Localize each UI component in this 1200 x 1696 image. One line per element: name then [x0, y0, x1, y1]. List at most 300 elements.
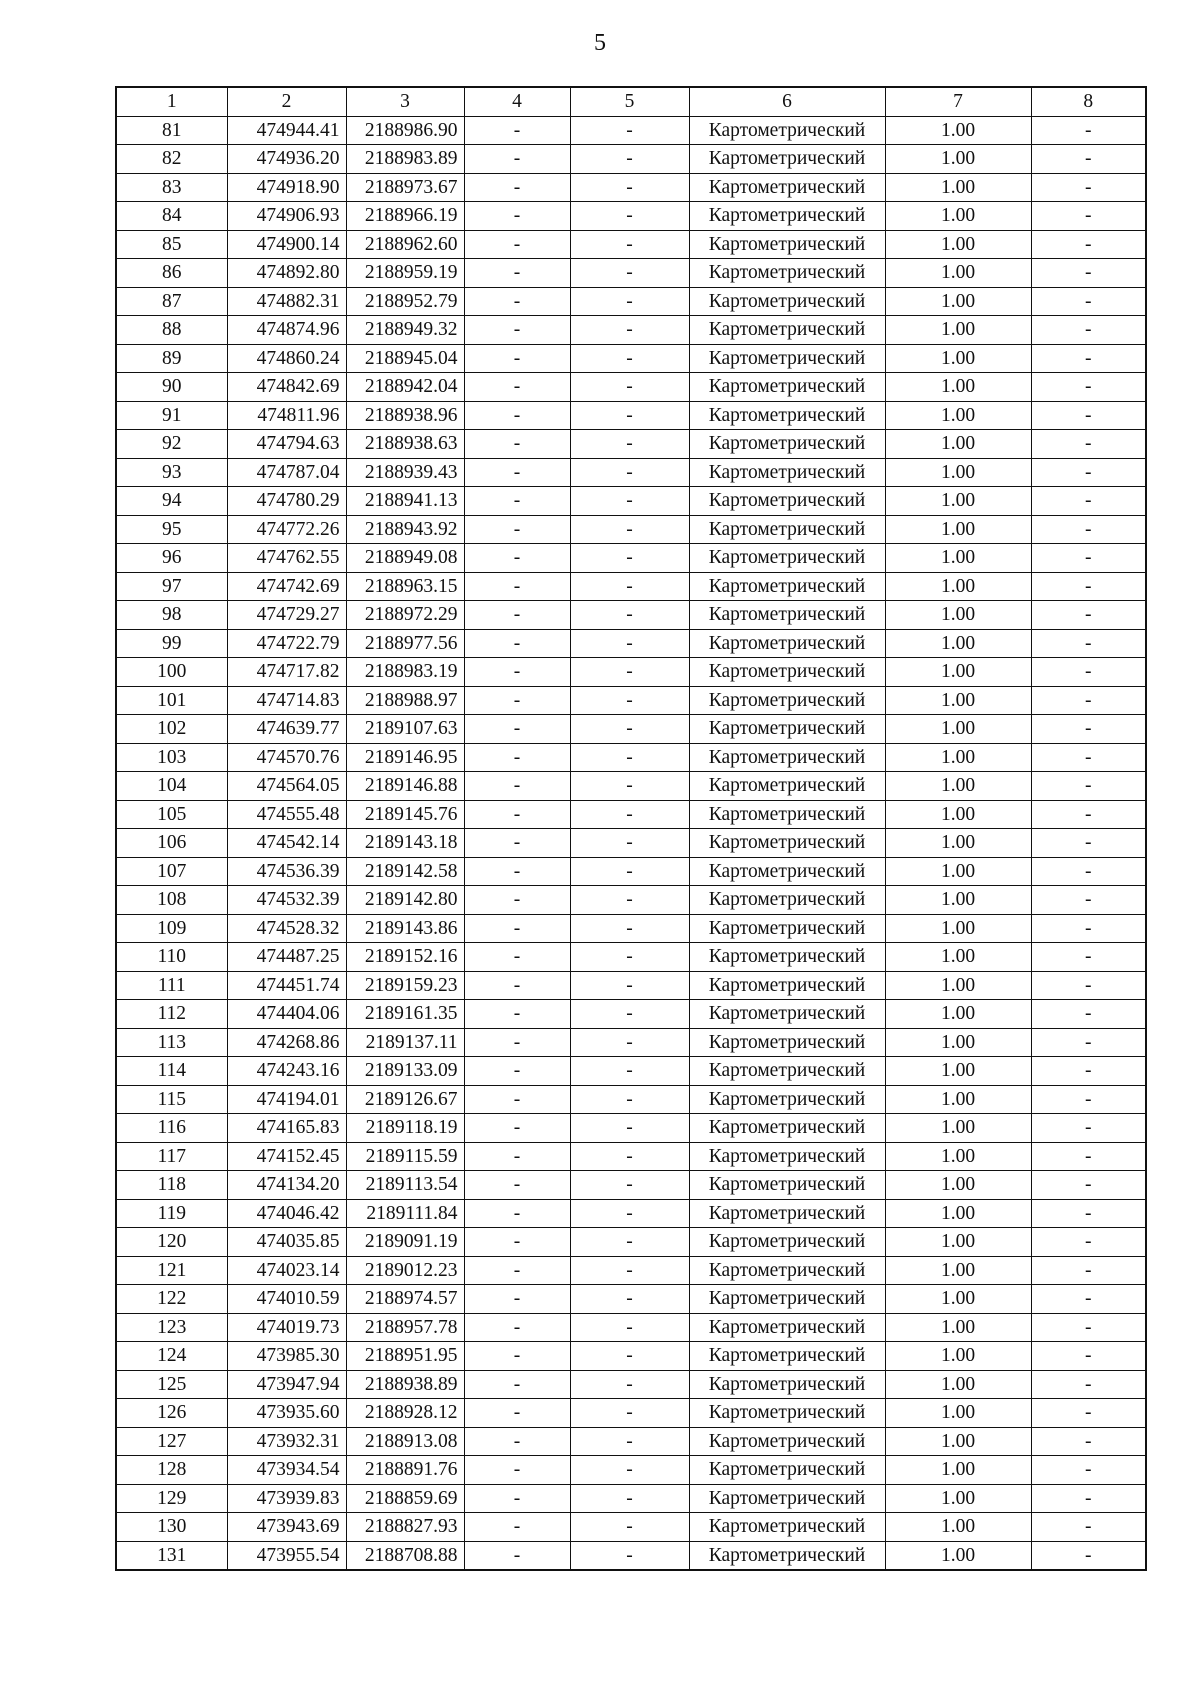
column-8-cell: -: [1031, 202, 1146, 231]
point-number-cell: 104: [116, 772, 227, 801]
method-cell: Картометрический: [689, 515, 885, 544]
column-4-cell: -: [464, 287, 570, 316]
x-coordinate-cell: 474165.83: [227, 1114, 346, 1143]
method-cell: Картометрический: [689, 914, 885, 943]
method-cell: Картометрический: [689, 173, 885, 202]
column-5-cell: -: [570, 1427, 689, 1456]
accuracy-cell: 1.00: [885, 601, 1031, 630]
accuracy-cell: 1.00: [885, 202, 1031, 231]
column-5-cell: -: [570, 1313, 689, 1342]
method-cell: Картометрический: [689, 1541, 885, 1570]
y-coordinate-cell: 2189161.35: [346, 1000, 464, 1029]
accuracy-cell: 1.00: [885, 857, 1031, 886]
accuracy-cell: 1.00: [885, 743, 1031, 772]
table-row: [116, 145, 1146, 174]
column-4-cell: -: [464, 971, 570, 1000]
x-coordinate-cell: 474487.25: [227, 943, 346, 972]
x-coordinate-cell: 474892.80: [227, 259, 346, 288]
column-header: 8: [1031, 87, 1146, 116]
column-5-cell: -: [570, 287, 689, 316]
x-coordinate-cell: 474860.24: [227, 344, 346, 373]
column-5-cell: -: [570, 943, 689, 972]
column-5-cell: -: [570, 1456, 689, 1485]
column-header: 2: [227, 87, 346, 116]
column-5-cell: -: [570, 1399, 689, 1428]
column-8-cell: -: [1031, 1256, 1146, 1285]
accuracy-cell: 1.00: [885, 1114, 1031, 1143]
y-coordinate-cell: 2189111.84: [346, 1199, 464, 1228]
accuracy-cell: 1.00: [885, 1000, 1031, 1029]
y-coordinate-cell: 2188988.97: [346, 686, 464, 715]
method-cell: Картометрический: [689, 116, 885, 145]
x-coordinate-cell: 474729.27: [227, 601, 346, 630]
column-5-cell: -: [570, 1114, 689, 1143]
y-coordinate-cell: 2188941.13: [346, 487, 464, 516]
point-number-cell: 86: [116, 259, 227, 288]
x-coordinate-cell: 474772.26: [227, 515, 346, 544]
accuracy-cell: 1.00: [885, 116, 1031, 145]
column-5-cell: -: [570, 1285, 689, 1314]
x-coordinate-cell: 474936.20: [227, 145, 346, 174]
y-coordinate-cell: 2188949.32: [346, 316, 464, 345]
method-cell: Картометрический: [689, 1028, 885, 1057]
point-number-cell: 89: [116, 344, 227, 373]
column-8-cell: -: [1031, 145, 1146, 174]
method-cell: Картометрический: [689, 1370, 885, 1399]
y-coordinate-cell: 2188945.04: [346, 344, 464, 373]
method-cell: Картометрический: [689, 401, 885, 430]
column-5-cell: -: [570, 116, 689, 145]
table-row: [116, 1456, 1146, 1485]
column-5-cell: -: [570, 515, 689, 544]
point-number-cell: 112: [116, 1000, 227, 1029]
column-5-cell: -: [570, 772, 689, 801]
y-coordinate-cell: 2189118.19: [346, 1114, 464, 1143]
column-5-cell: -: [570, 544, 689, 573]
column-4-cell: -: [464, 544, 570, 573]
point-number-cell: 124: [116, 1342, 227, 1371]
table-row: [116, 857, 1146, 886]
y-coordinate-cell: 2188951.95: [346, 1342, 464, 1371]
accuracy-cell: 1.00: [885, 686, 1031, 715]
x-coordinate-cell: 474046.42: [227, 1199, 346, 1228]
x-coordinate-cell: 474528.32: [227, 914, 346, 943]
column-5-cell: -: [570, 572, 689, 601]
table-row: [116, 914, 1146, 943]
column-8-cell: -: [1031, 886, 1146, 915]
table-row: [116, 971, 1146, 1000]
point-number-cell: 90: [116, 373, 227, 402]
table-row: [116, 1199, 1146, 1228]
x-coordinate-cell: 473939.83: [227, 1484, 346, 1513]
column-4-cell: -: [464, 1342, 570, 1371]
column-4-cell: -: [464, 1085, 570, 1114]
x-coordinate-cell: 474717.82: [227, 658, 346, 687]
point-number-cell: 98: [116, 601, 227, 630]
column-5-cell: -: [570, 829, 689, 858]
point-number-cell: 122: [116, 1285, 227, 1314]
column-8-cell: -: [1031, 1199, 1146, 1228]
y-coordinate-cell: 2188962.60: [346, 230, 464, 259]
table-row: [116, 287, 1146, 316]
x-coordinate-cell: 474714.83: [227, 686, 346, 715]
column-header: 6: [689, 87, 885, 116]
y-coordinate-cell: 2188986.90: [346, 116, 464, 145]
point-number-cell: 94: [116, 487, 227, 516]
x-coordinate-cell: 474555.48: [227, 800, 346, 829]
accuracy-cell: 1.00: [885, 1142, 1031, 1171]
table-row: [116, 886, 1146, 915]
column-4-cell: -: [464, 943, 570, 972]
column-4-cell: -: [464, 800, 570, 829]
x-coordinate-cell: 474268.86: [227, 1028, 346, 1057]
point-number-cell: 101: [116, 686, 227, 715]
column-8-cell: -: [1031, 629, 1146, 658]
accuracy-cell: 1.00: [885, 914, 1031, 943]
x-coordinate-cell: 474918.90: [227, 173, 346, 202]
y-coordinate-cell: 2188963.15: [346, 572, 464, 601]
accuracy-cell: 1.00: [885, 658, 1031, 687]
x-coordinate-cell: 474404.06: [227, 1000, 346, 1029]
table-row: [116, 515, 1146, 544]
column-5-cell: -: [570, 1142, 689, 1171]
point-number-cell: 99: [116, 629, 227, 658]
column-4-cell: -: [464, 658, 570, 687]
method-cell: Картометрический: [689, 230, 885, 259]
column-4-cell: -: [464, 1285, 570, 1314]
column-5-cell: -: [570, 1057, 689, 1086]
accuracy-cell: 1.00: [885, 515, 1031, 544]
table-row: [116, 1370, 1146, 1399]
y-coordinate-cell: 2188708.88: [346, 1541, 464, 1570]
table-row: [116, 458, 1146, 487]
point-number-cell: 127: [116, 1427, 227, 1456]
column-4-cell: -: [464, 1142, 570, 1171]
column-8-cell: -: [1031, 1456, 1146, 1485]
table-row: [116, 316, 1146, 345]
x-coordinate-cell: 474243.16: [227, 1057, 346, 1086]
y-coordinate-cell: 2189107.63: [346, 715, 464, 744]
column-8-cell: -: [1031, 544, 1146, 573]
y-coordinate-cell: 2188966.19: [346, 202, 464, 231]
accuracy-cell: 1.00: [885, 829, 1031, 858]
y-coordinate-cell: 2188938.96: [346, 401, 464, 430]
table-row: [116, 202, 1146, 231]
table-row: [116, 373, 1146, 402]
column-8-cell: -: [1031, 1228, 1146, 1257]
column-5-cell: -: [570, 1199, 689, 1228]
accuracy-cell: 1.00: [885, 772, 1031, 801]
table-row: [116, 259, 1146, 288]
column-5-cell: -: [570, 487, 689, 516]
column-4-cell: -: [464, 487, 570, 516]
accuracy-cell: 1.00: [885, 145, 1031, 174]
table-row: [116, 772, 1146, 801]
x-coordinate-cell: 474152.45: [227, 1142, 346, 1171]
x-coordinate-cell: 474035.85: [227, 1228, 346, 1257]
x-coordinate-cell: 474742.69: [227, 572, 346, 601]
column-5-cell: -: [570, 1484, 689, 1513]
y-coordinate-cell: 2188949.08: [346, 544, 464, 573]
column-5-cell: -: [570, 173, 689, 202]
point-number-cell: 113: [116, 1028, 227, 1057]
column-4-cell: -: [464, 1228, 570, 1257]
column-header: 7: [885, 87, 1031, 116]
column-8-cell: -: [1031, 601, 1146, 630]
point-number-cell: 85: [116, 230, 227, 259]
column-8-cell: -: [1031, 458, 1146, 487]
table-row: [116, 544, 1146, 573]
table-row: [116, 1142, 1146, 1171]
point-number-cell: 97: [116, 572, 227, 601]
method-cell: Картометрический: [689, 1142, 885, 1171]
method-cell: Картометрический: [689, 373, 885, 402]
point-number-cell: 92: [116, 430, 227, 459]
y-coordinate-cell: 2189115.59: [346, 1142, 464, 1171]
column-5-cell: -: [570, 1000, 689, 1029]
column-8-cell: -: [1031, 1541, 1146, 1570]
y-coordinate-cell: 2189143.86: [346, 914, 464, 943]
column-5-cell: -: [570, 230, 689, 259]
table-row: [116, 1484, 1146, 1513]
point-number-cell: 84: [116, 202, 227, 231]
column-5-cell: -: [570, 743, 689, 772]
x-coordinate-cell: 473935.60: [227, 1399, 346, 1428]
method-cell: Картометрический: [689, 743, 885, 772]
accuracy-cell: 1.00: [885, 1199, 1031, 1228]
table-row: [116, 1000, 1146, 1029]
y-coordinate-cell: 2188942.04: [346, 373, 464, 402]
column-4-cell: -: [464, 230, 570, 259]
column-8-cell: -: [1031, 800, 1146, 829]
column-5-cell: -: [570, 715, 689, 744]
column-8-cell: -: [1031, 1342, 1146, 1371]
column-4-cell: -: [464, 1057, 570, 1086]
y-coordinate-cell: 2188938.89: [346, 1370, 464, 1399]
point-number-cell: 126: [116, 1399, 227, 1428]
accuracy-cell: 1.00: [885, 1313, 1031, 1342]
x-coordinate-cell: 474570.76: [227, 743, 346, 772]
column-4-cell: -: [464, 173, 570, 202]
column-5-cell: -: [570, 1513, 689, 1542]
accuracy-cell: 1.00: [885, 1228, 1031, 1257]
table-row: [116, 1171, 1146, 1200]
method-cell: Картометрический: [689, 145, 885, 174]
column-4-cell: -: [464, 515, 570, 544]
column-header: 5: [570, 87, 689, 116]
method-cell: Картометрический: [689, 259, 885, 288]
point-number-cell: 115: [116, 1085, 227, 1114]
point-number-cell: 131: [116, 1541, 227, 1570]
table-row: [116, 1085, 1146, 1114]
column-8-cell: -: [1031, 686, 1146, 715]
y-coordinate-cell: 2188939.43: [346, 458, 464, 487]
point-number-cell: 119: [116, 1199, 227, 1228]
method-cell: Картометрический: [689, 886, 885, 915]
y-coordinate-cell: 2189113.54: [346, 1171, 464, 1200]
accuracy-cell: 1.00: [885, 1285, 1031, 1314]
accuracy-cell: 1.00: [885, 1513, 1031, 1542]
column-8-cell: -: [1031, 658, 1146, 687]
method-cell: Картометрический: [689, 1171, 885, 1200]
accuracy-cell: 1.00: [885, 373, 1031, 402]
table-row: [116, 430, 1146, 459]
column-5-cell: -: [570, 658, 689, 687]
column-8-cell: -: [1031, 316, 1146, 345]
column-8-cell: -: [1031, 401, 1146, 430]
column-4-cell: -: [464, 1171, 570, 1200]
column-4-cell: -: [464, 1370, 570, 1399]
point-number-cell: 100: [116, 658, 227, 687]
method-cell: Картометрический: [689, 1399, 885, 1428]
x-coordinate-cell: 474564.05: [227, 772, 346, 801]
method-cell: Картометрический: [689, 1085, 885, 1114]
table-row: [116, 715, 1146, 744]
method-cell: Картометрический: [689, 1285, 885, 1314]
point-number-cell: 114: [116, 1057, 227, 1086]
point-number-cell: 120: [116, 1228, 227, 1257]
x-coordinate-cell: 474762.55: [227, 544, 346, 573]
table-row: [116, 601, 1146, 630]
accuracy-cell: 1.00: [885, 1057, 1031, 1086]
x-coordinate-cell: 474882.31: [227, 287, 346, 316]
method-cell: Картометрический: [689, 316, 885, 345]
method-cell: Картометрический: [689, 1114, 885, 1143]
column-8-cell: -: [1031, 1085, 1146, 1114]
method-cell: Картометрический: [689, 800, 885, 829]
column-5-cell: -: [570, 316, 689, 345]
column-4-cell: -: [464, 629, 570, 658]
column-8-cell: -: [1031, 1399, 1146, 1428]
point-number-cell: 96: [116, 544, 227, 573]
column-8-cell: -: [1031, 914, 1146, 943]
header-row: [116, 87, 1146, 116]
coordinates-table: [115, 86, 1147, 1571]
column-4-cell: -: [464, 145, 570, 174]
column-5-cell: -: [570, 971, 689, 1000]
table-row: [116, 1256, 1146, 1285]
method-cell: Картометрический: [689, 829, 885, 858]
method-cell: Картометрический: [689, 344, 885, 373]
column-4-cell: -: [464, 601, 570, 630]
y-coordinate-cell: 2188943.92: [346, 515, 464, 544]
accuracy-cell: 1.00: [885, 1399, 1031, 1428]
method-cell: Картометрический: [689, 686, 885, 715]
column-4-cell: -: [464, 259, 570, 288]
column-5-cell: -: [570, 601, 689, 630]
point-number-cell: 111: [116, 971, 227, 1000]
method-cell: Картометрический: [689, 287, 885, 316]
accuracy-cell: 1.00: [885, 401, 1031, 430]
column-8-cell: -: [1031, 572, 1146, 601]
column-8-cell: -: [1031, 1285, 1146, 1314]
column-4-cell: -: [464, 772, 570, 801]
method-cell: Картометрический: [689, 971, 885, 1000]
method-cell: Картометрический: [689, 202, 885, 231]
x-coordinate-cell: 473932.31: [227, 1427, 346, 1456]
method-cell: Картометрический: [689, 1513, 885, 1542]
column-5-cell: -: [570, 401, 689, 430]
table-row: [116, 686, 1146, 715]
column-5-cell: -: [570, 458, 689, 487]
column-8-cell: -: [1031, 1484, 1146, 1513]
accuracy-cell: 1.00: [885, 572, 1031, 601]
column-8-cell: -: [1031, 943, 1146, 972]
accuracy-cell: 1.00: [885, 544, 1031, 573]
accuracy-cell: 1.00: [885, 487, 1031, 516]
method-cell: Картометрический: [689, 857, 885, 886]
point-number-cell: 83: [116, 173, 227, 202]
x-coordinate-cell: 474019.73: [227, 1313, 346, 1342]
method-cell: Картометрический: [689, 1342, 885, 1371]
table-row: [116, 1313, 1146, 1342]
x-coordinate-cell: 474532.39: [227, 886, 346, 915]
column-8-cell: -: [1031, 1057, 1146, 1086]
x-coordinate-cell: 474780.29: [227, 487, 346, 516]
x-coordinate-cell: 473947.94: [227, 1370, 346, 1399]
y-coordinate-cell: 2188977.56: [346, 629, 464, 658]
column-8-cell: -: [1031, 287, 1146, 316]
method-cell: Картометрический: [689, 487, 885, 516]
column-5-cell: -: [570, 629, 689, 658]
table-row: [116, 1342, 1146, 1371]
column-4-cell: -: [464, 344, 570, 373]
point-number-cell: 129: [116, 1484, 227, 1513]
column-4-cell: -: [464, 1313, 570, 1342]
point-number-cell: 116: [116, 1114, 227, 1143]
column-5-cell: -: [570, 1370, 689, 1399]
accuracy-cell: 1.00: [885, 1456, 1031, 1485]
column-4-cell: -: [464, 715, 570, 744]
column-8-cell: -: [1031, 515, 1146, 544]
accuracy-cell: 1.00: [885, 344, 1031, 373]
x-coordinate-cell: 474023.14: [227, 1256, 346, 1285]
column-5-cell: -: [570, 1256, 689, 1285]
x-coordinate-cell: 474134.20: [227, 1171, 346, 1200]
table-row: [116, 658, 1146, 687]
point-number-cell: 125: [116, 1370, 227, 1399]
column-4-cell: -: [464, 1456, 570, 1485]
x-coordinate-cell: 473934.54: [227, 1456, 346, 1485]
column-header: 1: [116, 87, 227, 116]
table-row: [116, 1541, 1146, 1570]
column-4-cell: -: [464, 316, 570, 345]
y-coordinate-cell: 2189146.88: [346, 772, 464, 801]
point-number-cell: 91: [116, 401, 227, 430]
column-4-cell: -: [464, 886, 570, 915]
column-4-cell: -: [464, 1513, 570, 1542]
column-4-cell: -: [464, 202, 570, 231]
point-number-cell: 106: [116, 829, 227, 858]
column-8-cell: -: [1031, 230, 1146, 259]
table-row: [116, 116, 1146, 145]
column-8-cell: -: [1031, 1513, 1146, 1542]
column-4-cell: -: [464, 1199, 570, 1228]
y-coordinate-cell: 2188983.89: [346, 145, 464, 174]
column-8-cell: -: [1031, 1000, 1146, 1029]
column-8-cell: -: [1031, 430, 1146, 459]
y-coordinate-cell: 2188983.19: [346, 658, 464, 687]
point-number-cell: 117: [116, 1142, 227, 1171]
column-8-cell: -: [1031, 715, 1146, 744]
table-row: [116, 572, 1146, 601]
column-5-cell: -: [570, 259, 689, 288]
y-coordinate-cell: 2188974.57: [346, 1285, 464, 1314]
table-row: [116, 800, 1146, 829]
method-cell: Картометрический: [689, 1256, 885, 1285]
column-4-cell: -: [464, 430, 570, 459]
accuracy-cell: 1.00: [885, 1541, 1031, 1570]
